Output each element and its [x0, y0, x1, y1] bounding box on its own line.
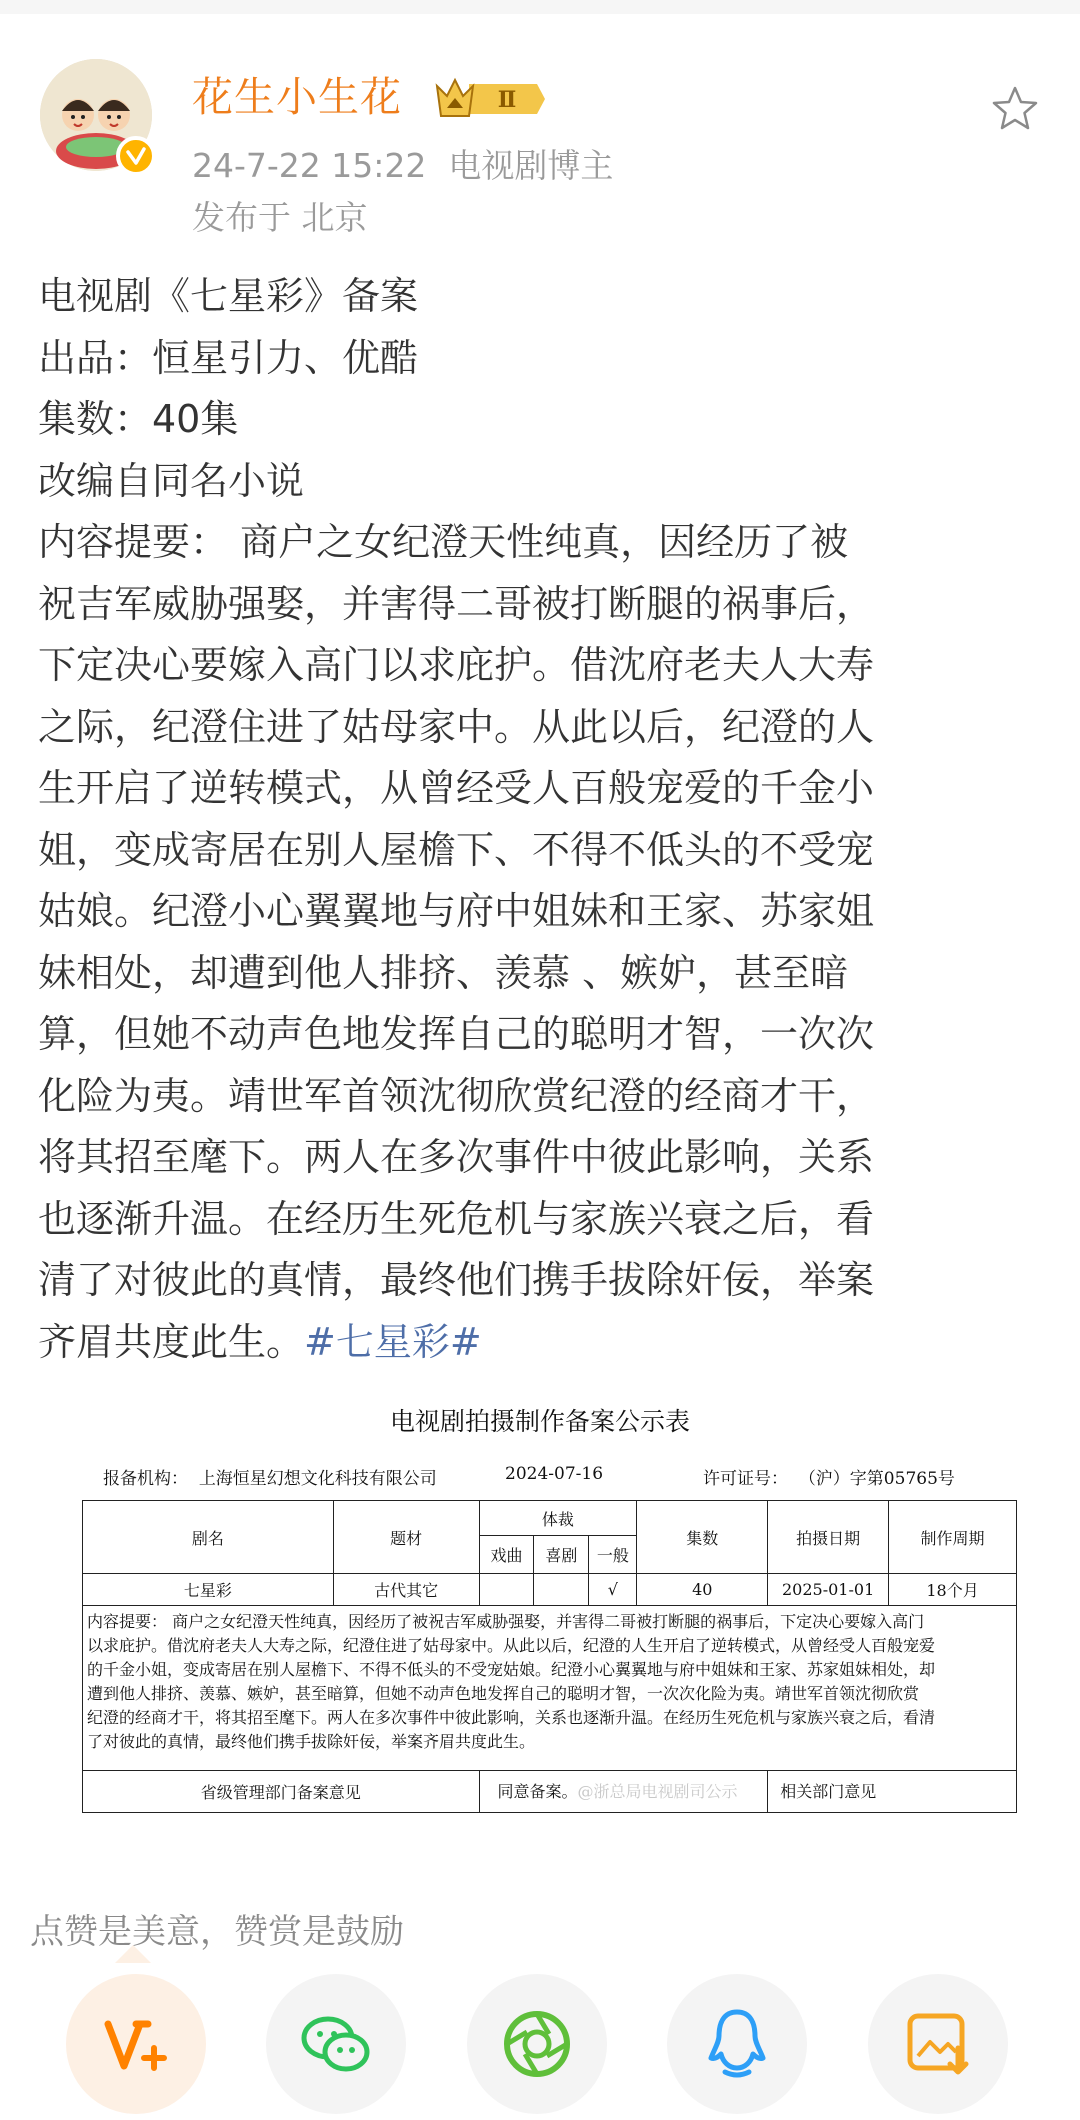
post-line: 妹相处，却遭到他人排挤、羡慕 、嫉妒，甚至暗	[38, 950, 849, 995]
post-line: 清了对彼此的真情，最终他们携手拔除奸佞，举案	[38, 1258, 875, 1302]
header-genre-b: 喜剧	[534, 1536, 589, 1574]
username[interactable]: 花生小生花	[192, 73, 402, 121]
summary-line: 内容提要： 商户之女纪澄天性纯真，因经历了被祝吉军威胁强娶，并害得二哥被打断腿的祸事后，下定决心要嫁入高门	[87, 1612, 925, 1631]
doc-license: 许可证号： （沪）字第05765号	[703, 1469, 955, 1489]
post-line: 将其招至麾下。两人在多次事件中彼此影响，关系	[38, 1135, 875, 1179]
verified-icon	[116, 136, 156, 176]
footer-related: 相关部门意见	[768, 1771, 1017, 1813]
header-shoot-date: 拍摄日期	[768, 1501, 889, 1574]
doc-org: 报备机构： 上海恒星幻想文化科技有限公司	[103, 1469, 437, 1489]
header-subject: 题材	[333, 1501, 479, 1574]
watermark-text: @浙总局电视剧司公示	[577, 1781, 738, 1801]
hashtag-link[interactable]: #七星彩#	[304, 1319, 482, 1364]
header-genre: 体裁	[479, 1501, 637, 1536]
header-genre-c: 一般	[589, 1536, 637, 1574]
post-line: 内容提要： 商户之女纪澄天性纯真，因经历了被	[38, 520, 849, 564]
post-line: 集数：40集	[38, 397, 239, 441]
summary-line: 的千金小姐，变成寄居在别人屋檐下、不得不低头的不受宠姑娘。纪澄小心翼翼地与府中姐妹和王家、苏家姐妹相处，却	[87, 1660, 936, 1679]
level-label: Ⅱ	[497, 87, 517, 113]
doc-title: 电视剧拍摄制作备案公示表	[389, 1407, 690, 1436]
post-line: 电视剧《七星彩》备案	[38, 274, 419, 318]
user-tag: 电视剧博主	[448, 146, 614, 185]
cell-shoot-date: 2025-01-01	[768, 1574, 889, 1606]
post-line: 化险为夷。靖世军首领沈彻欣赏纪澄的经商才干，	[38, 1073, 875, 1118]
post-line: 也逐渐升温。在经历生死危机与家族兴衰之后，看	[38, 1196, 875, 1241]
post-line: 下定决心要嫁入高门以求庇护。借沈府老夫人大寿	[38, 643, 875, 687]
post-body	[38, 266, 1048, 1373]
post-line: 生开启了逆转模式，从曾经受人百般宠爱的千金小	[38, 766, 875, 810]
share-qq-button[interactable]	[667, 1974, 807, 2114]
post-line: 出品：恒星引力、优酷	[38, 335, 419, 380]
save-image-button[interactable]	[868, 1974, 1008, 2114]
attached-image[interactable]	[0, 1386, 1080, 1846]
cell-genre-b	[534, 1574, 589, 1606]
cell-subject: 古代其它	[333, 1574, 479, 1606]
star-icon[interactable]	[990, 84, 1040, 134]
header-episodes: 集数	[637, 1501, 768, 1574]
doc-date: 2024-07-16	[505, 1464, 604, 1484]
post-line: 算，但她不动声色地发挥自己的聪明才智，一次次	[38, 1012, 875, 1056]
header-genre-a: 戏曲	[479, 1536, 534, 1574]
cell-period: 18个月	[889, 1574, 1017, 1606]
post-line	[38, 1312, 1048, 1374]
header-name: 剧名	[83, 1501, 334, 1574]
share-wechat-button[interactable]	[266, 1974, 406, 2114]
save-image-icon	[898, 2004, 978, 2084]
header-period: 制作周期	[889, 1501, 1017, 1574]
post-line: 改编自同名小说	[38, 458, 305, 503]
reward-icon	[96, 2004, 176, 2084]
record-table	[82, 1500, 1017, 1813]
summary-line: 纪澄的经商才干，将其招至麾下。两人在多次事件中彼此影响，关系也逐渐升温。在经历生死危机与家族兴衰之后，看清	[87, 1708, 936, 1727]
reward-prompt: 点赞是美意，赞赏是鼓励	[30, 1912, 404, 1952]
post-line: 祝吉军威胁强娶，并害得二哥被打断腿的祸事后，	[38, 581, 875, 626]
qq-icon	[697, 2004, 777, 2084]
post-line: 姑娘。纪澄小心翼翼地与府中姐妹和王家、苏家姐	[38, 889, 875, 933]
reward-button[interactable]	[66, 1974, 206, 2114]
share-moments-button[interactable]	[467, 1974, 607, 2114]
wechat-icon	[296, 2004, 376, 2084]
cell-episodes: 40	[637, 1574, 768, 1606]
moments-icon	[497, 2004, 577, 2084]
cell-genre-a	[479, 1574, 534, 1606]
cell-genre-c: √	[589, 1574, 637, 1606]
post-timestamp: 24-7-22 15:22	[192, 146, 427, 185]
reward-pointer	[115, 1945, 151, 1963]
post-line: 姐，变成寄居在别人屋檐下、不得不低头的不受宠	[38, 827, 875, 872]
post-card	[0, 14, 1080, 2120]
cell-name: 七星彩	[83, 1574, 334, 1606]
post-meta	[192, 140, 613, 187]
post-line: 之际，纪澄住进了姑母家中。从此以后，纪澄的人	[38, 704, 875, 749]
post-location: 发布于 北京	[192, 198, 368, 237]
summary-cell	[83, 1606, 1017, 1771]
post-last-line: 齐眉共度此生。	[38, 1319, 305, 1364]
crown-icon[interactable]	[433, 76, 545, 122]
summary-line: 了对彼此的真情，最终他们携手拔除奸佞，举案齐眉共度此生。	[87, 1732, 536, 1751]
footer-provincial: 省级管理部门备案意见	[83, 1771, 480, 1813]
footer-approval: 同意备案。@浙总局电视剧司公示	[479, 1771, 768, 1813]
summary-line: 遭到他人排挤、羡慕、嫉妒，甚至暗算，但她不动声色地发挥自己的聪明才智，一次次化险为夷。靖世军首领沈彻欣赏	[87, 1684, 920, 1703]
summary-line: 以求庇护。借沈府老夫人大寿之际，纪澄住进了姑母家中。从此以后，纪澄的人生开启了逆转模式，从曾经受人百般宠爱	[87, 1636, 936, 1655]
